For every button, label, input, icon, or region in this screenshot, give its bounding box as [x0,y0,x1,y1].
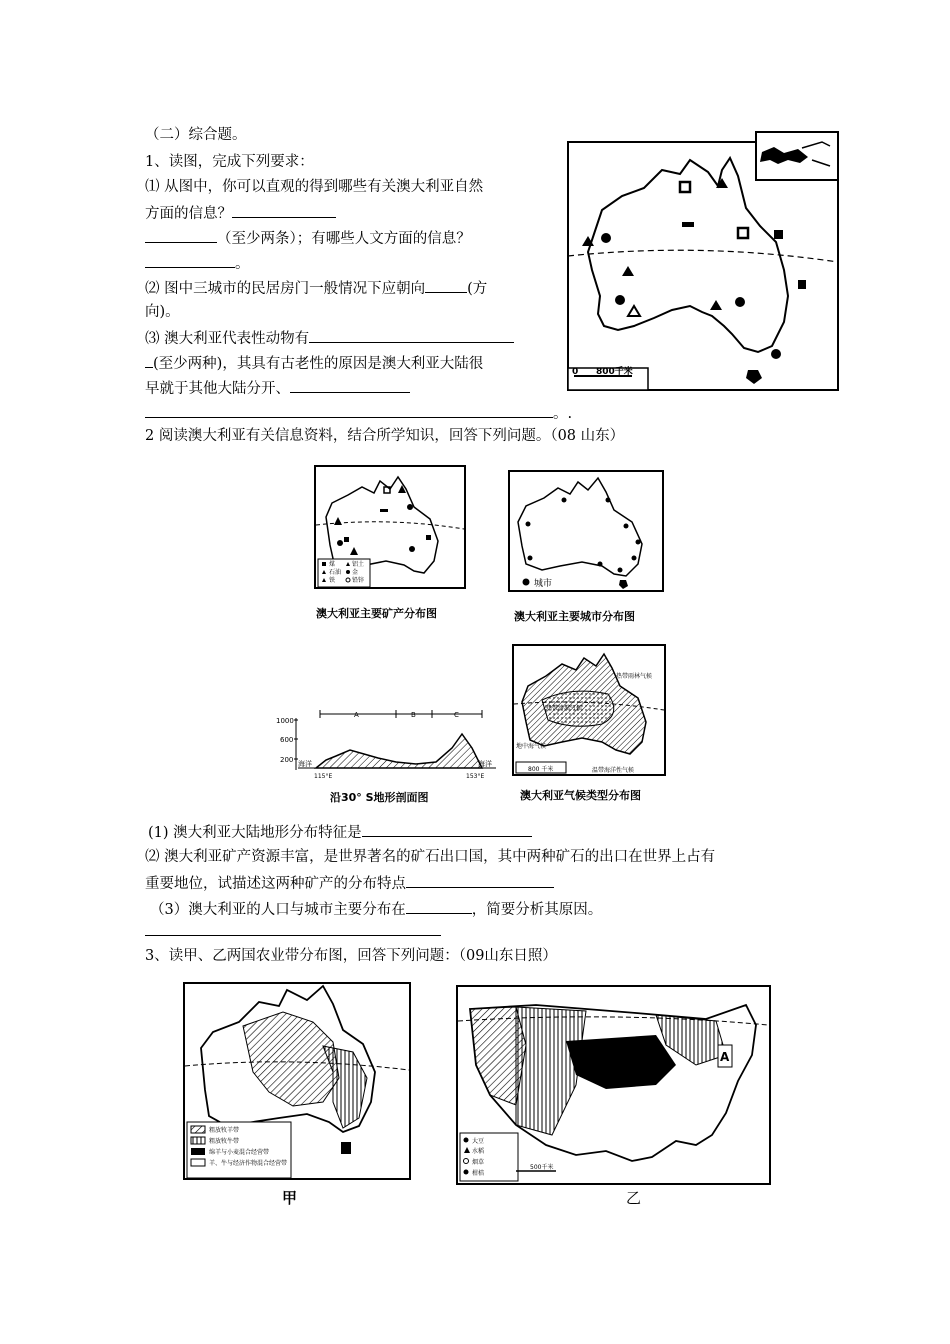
q2-sub2-text: 重要地位，试描述这两种矿产的分布特点 [145,876,406,892]
climate-oceanic-label: 温带海洋性气候 [592,767,635,774]
q1-part3-text: (至少两种)，其具有古老性的原因是澳大利亚大陆很 [153,356,484,372]
q1-part3-line1 [145,328,514,348]
climate-desert-label: 热带沙漠气候 [546,705,583,712]
legend-mixed-farming: 羊、牛与经济作物混合经营带 [209,1160,288,1167]
legend-gold: 金 [352,569,359,576]
climate-scale-label: 800 千米 [528,766,554,773]
q2-sub3-text: ，简要分析其原因。 [471,902,603,918]
legend-bauxite: 铝土 [352,561,365,568]
q2-sub2-line2 [145,873,554,893]
q2-sub1-text: (1) 澳大利亚大陆地形分布特征是 [148,825,362,841]
profile-lon-left: 115°E [314,773,333,780]
cities-map [508,470,664,592]
legend-tobacco: 烟草 [472,1159,485,1166]
q1-part2-text: (方 [467,281,488,297]
yi-scale-label: 500千米 [530,1164,554,1171]
answer-blank[interactable] [406,899,472,914]
q1-part3-line4 [145,403,572,423]
profile-ytick: 600 [280,736,294,744]
q1-part3-text: ⑶ 澳大利亚代表性动物有 [145,331,310,347]
profile-ocean-left: 海洋 [298,760,312,768]
q1-part1-text: 。 [235,256,250,272]
section-title: （二）综合题。 [145,127,247,143]
q2-stem: 2 阅读澳大利亚有关信息资料，结合所学知识，回答下列问题。（08 山东） [145,428,625,444]
map-scale-label: 800千米 [596,367,633,377]
profile-ocean-right: 海洋 [478,760,492,768]
legend-sheep-grazing: 粗放牧羊带 [209,1127,240,1134]
climate-mediterranean-label: 地中海气候 [516,743,547,750]
q2-sub3 [150,899,602,919]
legend-iron: 铁 [329,577,336,584]
answer-blank[interactable] [425,278,467,293]
answer-blank[interactable] [145,228,217,243]
legend-oil: 石油 [329,569,342,576]
answer-blank[interactable] [290,378,410,393]
q2-sub1 [148,822,532,842]
mineral-map-caption: 澳大利亚主要矿产分布图 [316,607,437,620]
answer-blank[interactable] [145,403,553,418]
legend-citrus: 柑桔 [472,1170,485,1177]
terrain-profile [276,708,498,784]
climate-map-caption: 澳大利亚气候类型分布图 [520,789,641,802]
answer-blank[interactable] [406,873,554,888]
legend-city: 城市 [534,579,553,589]
profile-ytick: 1000 [276,717,294,725]
q1-part1-line3 [145,228,471,248]
yi-agriculture-map [456,985,771,1185]
answer-blank[interactable] [232,203,336,218]
marker-a: A [720,1050,730,1064]
legend-cattle-grazing: 粗放牧牛带 [209,1138,240,1145]
label-jia: 甲 [282,1189,298,1207]
profile-segment-c: C [454,711,459,719]
q1-part3-line3 [145,378,410,398]
jia-agriculture-map [183,982,411,1180]
terrain-profile-caption: 沿30° S地形剖面图 [330,791,429,804]
legend-rice: 水稻 [472,1148,485,1155]
q1-part2-line2: 向)。 [145,304,180,320]
q2-sub2-line1: ⑵ 澳大利亚矿产资源丰富，是世界著名的矿石出口国，其中两种矿石的出口在世界上占有 [145,849,716,865]
answer-blank[interactable] [362,822,532,837]
climate-rainforest-label: 热带雨林气候 [616,673,653,680]
q1-part3-line2 [145,353,483,373]
cities-map-caption: 澳大利亚主要城市分布图 [514,610,635,623]
mineral-map [314,465,466,589]
q1-part2-line1 [145,278,487,298]
q1-part1-line1: ⑴ 从图中，你可以直观的得到哪些有关澳大利亚自然 [145,179,484,195]
climate-map [512,644,666,776]
answer-blank[interactable] [145,935,441,936]
q1-part3-text: 。. [553,406,573,422]
q1-part3-text: 早就于其他大陆分开、 [145,381,290,397]
answer-blank[interactable] [145,253,235,268]
q2-sub3-text: （3）澳大利亚的人口与城市主要分布在 [150,902,406,918]
profile-lon-right: 153°E [466,773,485,780]
legend-sheep-wheat: 绵羊与小麦混合经营带 [209,1149,270,1156]
q1-part1-text: （至少两条）；有哪些人文方面的信息？ [217,231,471,247]
q3-stem: 3、读甲、乙两国农业带分布图，回答下列问题：（09山东日照） [145,948,557,964]
map-scale-zero: 0 [572,367,579,377]
profile-ytick: 200 [280,756,294,764]
legend-soybean: 大豆 [472,1138,485,1145]
q1-stem: 1、读图，完成下列要求： [145,154,314,170]
label-yi: 乙 [626,1189,642,1207]
profile-segment-a: A [354,711,359,719]
legend-lead-zinc: 铅锌 [352,577,365,584]
legend-coal: 煤 [329,561,336,568]
q1-part1-line4 [145,253,250,273]
australia-map-q1 [562,130,842,392]
q1-part2-text: ⑵ 图中三城市的民居房门一般情况下应朝向 [145,281,426,297]
answer-blank[interactable] [309,328,514,343]
answer-blank[interactable] [145,353,153,368]
q1-part1-text: 方面的信息？ [145,206,232,222]
q1-part1-line2 [145,203,336,223]
profile-segment-b: B [411,711,416,719]
